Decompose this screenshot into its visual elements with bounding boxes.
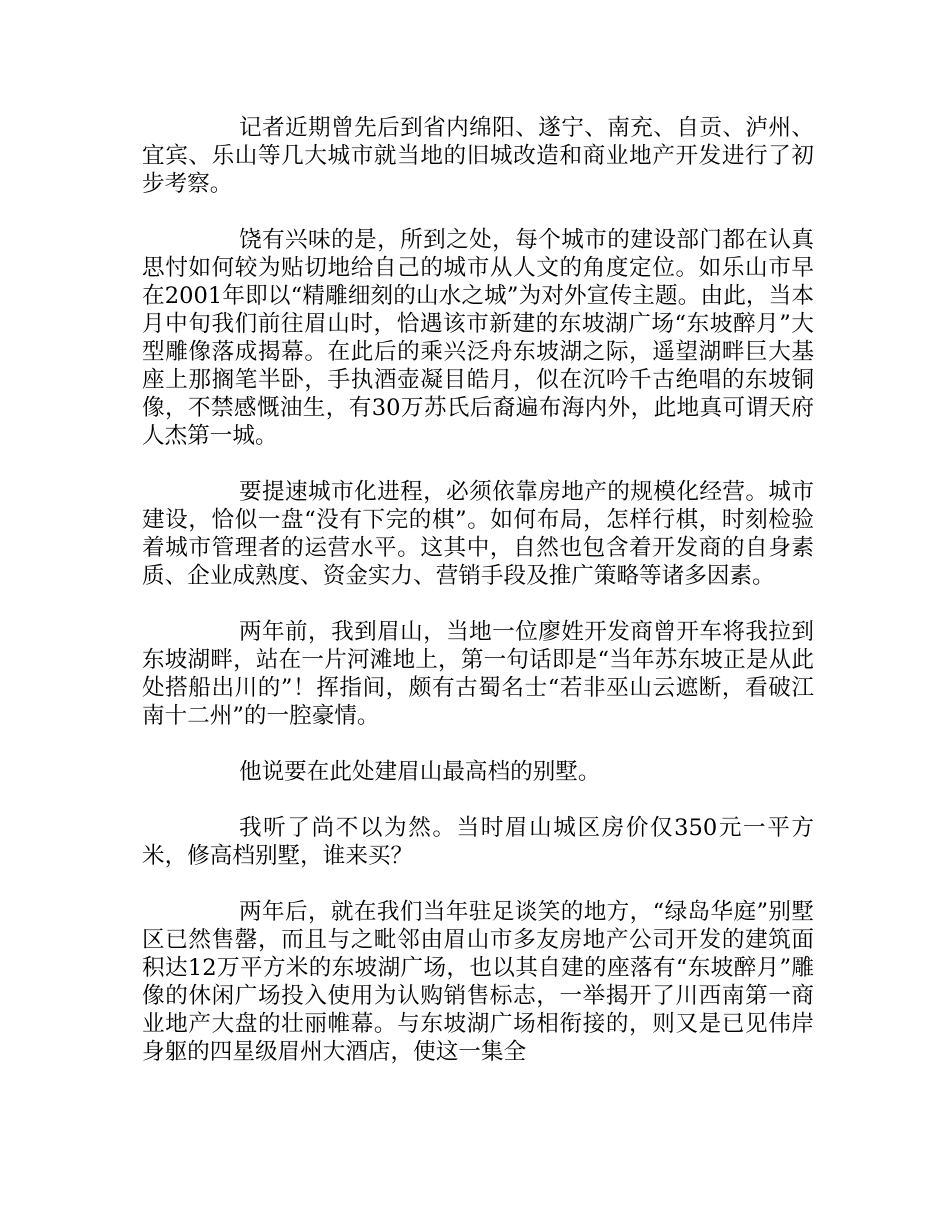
- article-body: [142, 114, 814, 1094]
- paragraph-1: 记者近期曾先后到省内绵阳、遂宁、南充、自贡、泸州、宜宾、乐山等几大城市就当地的旧城改造和商业地产开发进行了初步考察。: [142, 115, 814, 197]
- paragraph-5: 他说要在此处建眉山最高档的别墅。: [239, 759, 601, 785]
- paragraph-7: 两年后，就在我们当年驻足谈笑的地方，“绿岛华庭”别墅区已然售罄，而且与之毗邻由眉山市多友房地产公司开发的建筑面积达12万平方米的东坡湖广场，也以其自建的座落有“东坡醉月”雕像的休闲广场投入使用为认购销售标志，一举揭开了川西南第一商业地产大盘的壮丽帷幕。与东坡湖广场相衔接的，则又是已见伟岸身躯的四星级眉州大酒店，使这一集全: [142, 899, 814, 1065]
- paragraph-4: 两年前，我到眉山，当地一位廖姓开发商曾开车将我拉到东坡湖畔，站在一片河滩地上，第一句话即是“当年苏东坡正是从此处搭船出川的”！挥指间，颇有古蜀名士“若非巫山云遮断，看破江南十二州”的一腔豪情。: [142, 619, 814, 729]
- paragraph-2: 饶有兴味的是，所到之处，每个城市的建设部门都在认真思忖如何较为贴切地给自己的城市从人文的角度定位。如乐山市早在2001年即以“精雕细刻的山水之城”为对外宣传主题。由此，当本月中旬我们前往眉山时，恰遇该市新建的东坡湖广场“东坡醉月”大型雕像落成揭幕。在此后的乘兴泛舟东坡湖之际，遥望湖畔巨大基座上那搁笔半卧，手执酒壶凝目皓月，似在沉吟千古绝唱的东坡铜像，不禁感慨油生，有30万苏氏后裔遍布海内外，此地真可谓天府人杰第一城。: [142, 227, 814, 449]
- paragraph-6: 我听了尚不以为然。当时眉山城区房价仅350元一平方米，修高档别墅，谁来买？: [142, 815, 814, 869]
- paragraph-3: 要提速城市化进程，必须依靠房地产的规模化经营。城市建设，恰似一盘“没有下完的棋”。如何布局，怎样行棋，时刻检验着城市管理者的运营水平。这其中，自然也包含着开发商的自身素质、企业成熟度、资金实力、营销手段及推广策略等诸多因素。: [142, 479, 814, 589]
